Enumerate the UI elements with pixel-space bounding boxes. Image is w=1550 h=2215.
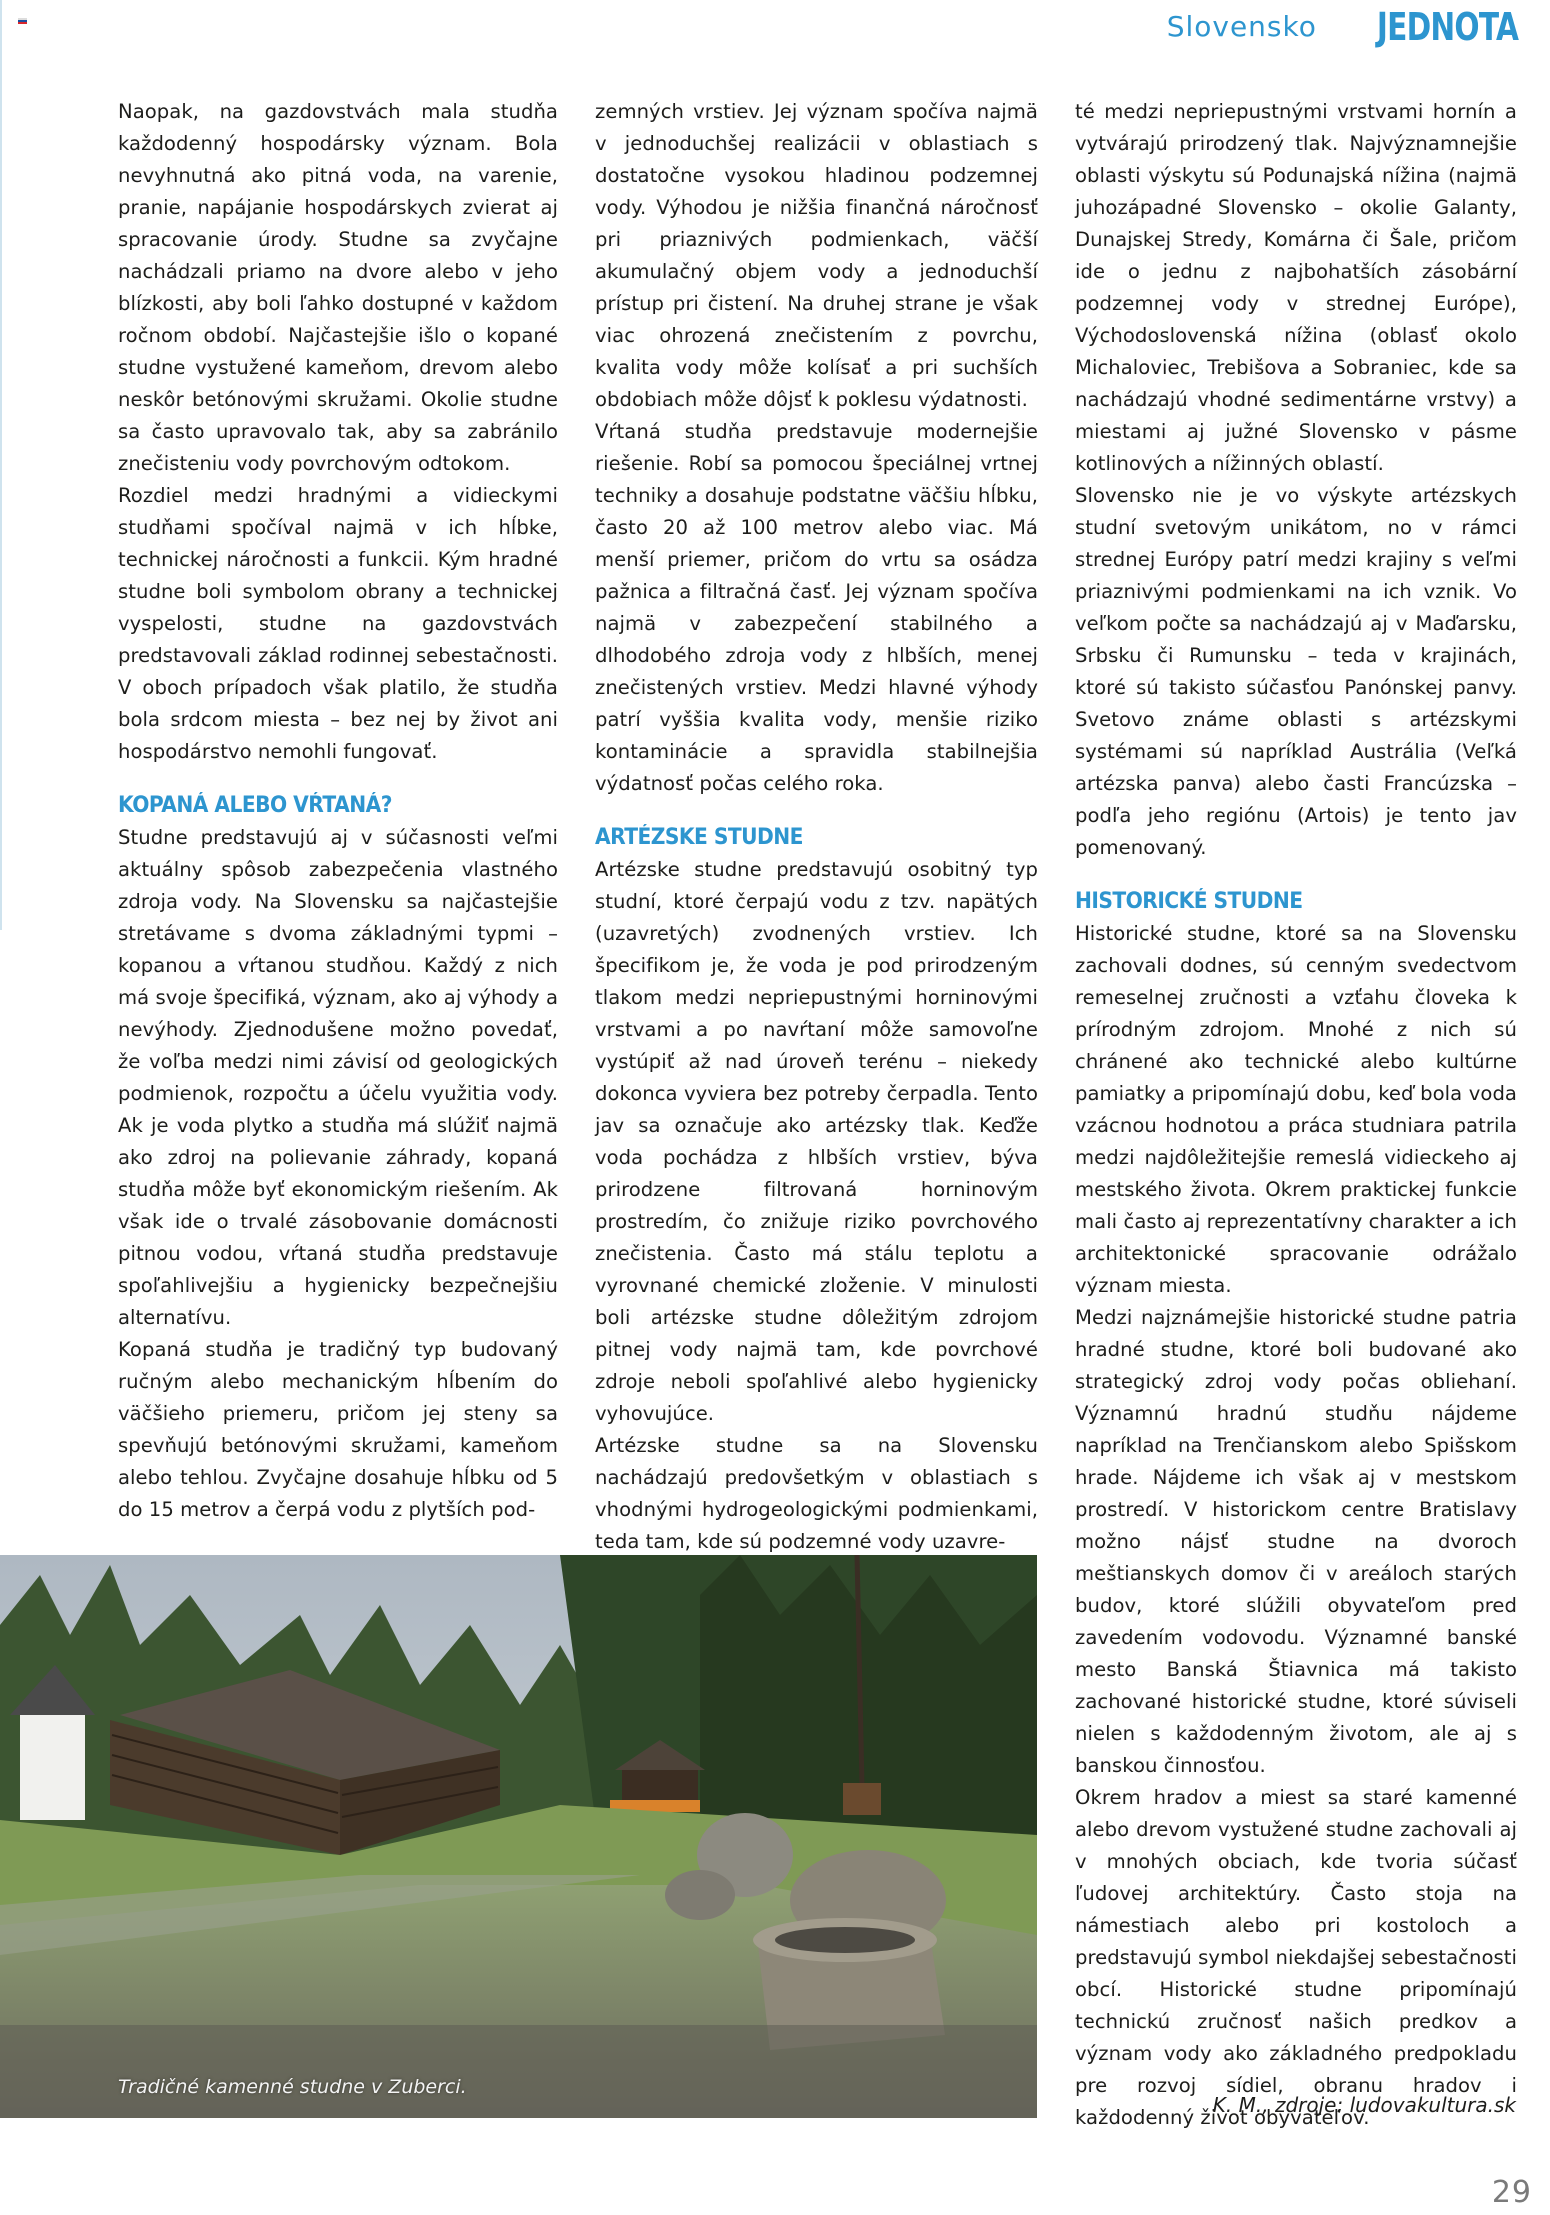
section-heading-historicke: HISTORICKÉ STUDNE: [1075, 889, 1303, 914]
paragraph: zemných vrstiev. Jej význam spočíva najmä v jednoduchšej realizácii v oblastiach s dostatočne vysokou hladinou podzemnej vody. Výhodou je nižšia finančná náročnosť pri priaznivých podmienkach, väčší akumulačný objem vody a jednoduchší prístup pri čistení. Na druhej strane je však viac ohrozená znečistením z povrchu, kvalita vody môže kolísať a pri suchších obdobiach môže dôjsť k poklesu výdatnosti.: [595, 100, 1038, 411]
paragraph: Historické studne, ktoré sa na Slovensku zachovali dodnes, sú cenným svedectvom remeselnej zručnosti a vzťahu človeka k prírodným zdrojom. Mnohé z nich sú chránené ako technické alebo kultúrne pamiatky a pripomínajú dobu, keď bola voda vzácnou hodnotou a práca studniara patrila medzi najdôležitejšie remeslá vidieckeho aj mestského života. Okrem praktickej funkcie mali často aj reprezentatívny charakter a ich architektonické spracovanie odrážalo význam miesta.: [1075, 922, 1517, 1297]
photo-caption: Tradičné kamenné studne v Zuberci.: [118, 2076, 467, 2098]
section-heading-kopana: KOPANÁ ALEBO VŔTANÁ?: [118, 793, 392, 818]
masthead: [1166, 2, 1518, 49]
section-heading-artezske: ARTÉZSKE STUDNE: [595, 825, 803, 850]
article-photo-wells-zuberec: [0, 1555, 1037, 2118]
article-column-2: [595, 96, 1038, 1558]
paragraph: Vŕtaná studňa predstavuje modernejšie riešenie. Robí sa pomocou špeciálnej vrtnej techniky a dosahuje podstatne väčšiu hĺbku, často 20 až 100 metrov alebo viac. Má menší priemer, pričom do vrtu sa osádza pažnica a filtračná časť. Jej význam spočíva najmä v zabezpečení stabilného a dlhodobého zdroja vody z hlbších, menej znečistených vrstiev. Medzi hlavné výhody patrí vyššia kvalita vody, menšie riziko kontaminácie a spravidla stabilnejšia výdatnosť počas celého roka.: [595, 420, 1038, 795]
page-edge-rule: [0, 0, 2, 930]
paragraph: Artézske studne sa na Slovensku nachádzajú predovšetkým v oblastiach s vhodnými hydrogeologickými podmienkami, teda tam, kde sú podzemné vody uzavre-: [595, 1434, 1038, 1553]
article-column-3: [1075, 96, 1517, 2134]
paragraph: Naopak, na gazdovstvách mala studňa každodenný hospodársky význam. Bola nevyhnutná ako pitná voda, na varenie, pranie, napájanie hospodárskych zvierat aj spracovanie úrody. Studne sa zvyčajne nachádzali priamo na dvore alebo v jeho blízkosti, aby boli ľahko dostupné v každom ročnom období. Najčastejšie išlo o kopané studne vystužené kameňom, drevom alebo neskôr betónovými skružami. Okolie studne sa často upravovalo tak, aby sa zabránilo znečisteniu vody povrchovým odtokom.: [118, 100, 558, 475]
slovak-flag-icon: [18, 18, 27, 25]
paragraph: té medzi nepriepustnými vrstvami hornín a vytvárajú prirodzený tlak. Najvýznamnejšie oblasti výskytu sú Podunajská nížina (najmä juhozápadné Slovensko – okolie Galanty, Dunajskej Stredy, Komárna či Šale, pričom ide o jednu z najbohatších zásobární podzemnej vody v strednej Európe), Východoslovenská nížina (oblasť okolo Michaloviec, Trebišova a Sobraniec, kde sa nachádzajú vhodné sedimentárne vrstvy) a miestami aj južné Slovensko v pásme kotlinových a nížinných oblastí.: [1075, 100, 1517, 475]
article-column-1: [118, 96, 558, 1526]
paragraph: Rozdiel medzi hradnými a vidieckymi studňami spočíval najmä v ich hĺbke, technickej náročnosti a funkcii. Kým hradné studne boli symbolom obrany a technickej vyspelosti, studne na gazdovstvách predstavovali základ rodinnej sebestačnosti. V oboch prípadoch však platilo, že studňa bola srdcom miesta – bez nej by život ani hospodárstvo nemohli fungovať.: [118, 484, 558, 763]
paragraph: Medzi najznámejšie historické studne patria hradné studne, ktoré boli budované ako strategický zdroj vody počas obliehaní. Významnú hradnú studňu nájdeme napríklad na Trenčianskom alebo Spišskom hrade. Nájdeme ich však aj v mestskom prostredí. V historickom centre Bratislavy možno nájsť studne na dvoroch meštianskych domov či v areáloch starých budov, ktoré slúžili obyvateľom pred zavedením vodovodu. Významné banské mesto Banská Štiavnica má takisto zachované historické studne, ktoré súviseli nielen s každodenným životom, ale aj s banskou činnosťou.: [1075, 1306, 1517, 1777]
paragraph: Artézske studne predstavujú osobitný typ studní, ktoré čerpajú vodu z tzv. napätých (uzavretých) zvodnených vrstiev. Ich špecifikom je, že voda je pod prirodzeným tlakom medzi nepriepustnými horninovými vrstvami a po navŕtaní môže samovoľne vystúpiť až nad úroveň terénu – niekedy dokonca vyviera bez potreby čerpadla. Tento jav sa označuje ako artézsky tlak. Keďže voda pochádza z hlbších vrstiev, býva prirodzene filtrovaná horninovým prostredím, čo znižuje riziko povrchového znečistenia. Často má stálu teplotu a vyrovnané chemické zloženie. V minulosti boli artézske studne dôležitým zdrojom pitnej vody najmä tam, kde povrchové zdroje neboli spoľahlivé alebo hygienicky vyhovujúce.: [595, 858, 1038, 1425]
page-number: 29: [1491, 2175, 1532, 2210]
masthead-brand-logo: JEDNOTA: [1376, 5, 1518, 49]
paragraph: Kopaná studňa je tradičný typ budovaný ručným alebo mechanickým hĺbením do väčšieho priemeru, pričom jej steny sa spevňujú betónovými skružami, kameňom alebo tehlou. Zvyčajne dosahuje hĺbku od 5 do 15 metrov a čerpá vodu z plytších pod-: [118, 1338, 558, 1521]
article-credit: K. M., zdroje: ludovakultura.sk: [1212, 2093, 1516, 2117]
paragraph: Studne predstavujú aj v súčasnosti veľmi aktuálny spôsob zabezpečenia vlastného zdroja vody. Na Slovensku sa najčastejšie stretávame s dvoma základnými typmi – kopanou a vŕtanou studňou. Každý z nich má svoje špecifiká, význam, ako aj výhody a nevýhody. Zjednodušene možno povedať, že voľba medzi nimi závisí od geologických podmienok, rozpočtu a účelu využitia vody. Ak je voda plytko a studňa má slúžiť najmä ako zdroj na polievanie záhrady, kopaná studňa môže byť ekonomickým riešením. Ak však ide o trvalé zásobovanie domácnosti pitnou vodou, vŕtaná studňa predstavuje spoľahlivejšiu a hygienicky bezpečnejšiu alternatívu.: [118, 826, 558, 1329]
paragraph: Slovensko nie je vo výskyte artézskych studní svetovým unikátom, no v rámci strednej Európy patrí medzi krajiny s veľmi priaznivými podmienkami na ich vznik. Vo veľkom počte sa nachádzajú aj v Maďarsku, Srbsku či Rumunsku – teda v krajinách, ktoré sú takisto súčasťou Panónskej panvy. Svetovo známe oblasti s artézskymi systémami sú napríklad Austrália (Veľká artézska panva) alebo časti Francúzska – podľa jeho regiónu (Artois) je tento jav pomenovaný.: [1075, 484, 1517, 859]
masthead-country: Slovensko: [1166, 10, 1317, 43]
paragraph: Okrem hradov a miest sa staré kamenné alebo drevom vystužené studne zachovali aj v mnohých obciach, kde tvoria súčasť ľudovej architektúry. Často stoja na námestiach alebo pri kostoloch a predstavujú symbol niekdajšej sebestačnosti obcí. Historické studne pripomínajú technickú zručnosť našich predkov a význam vody ako základného predpokladu pre rozvoj sídiel, obranu hradov i každodenný život obyvateľov.: [1075, 1786, 1517, 2129]
